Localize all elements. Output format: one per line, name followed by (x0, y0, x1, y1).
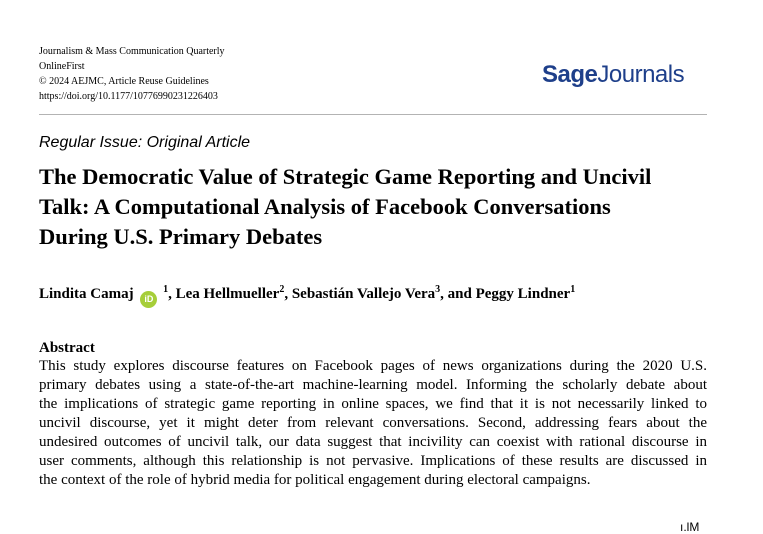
author-affiliation: 1 (163, 284, 169, 295)
title-line: During U.S. Primary Debates (39, 224, 323, 249)
author-separator: , and (440, 286, 476, 302)
author-separator: , (284, 286, 292, 302)
journal-metadata (39, 44, 225, 104)
orcid-icon[interactable]: iD (140, 291, 157, 308)
sage-journals-logo[interactable] (542, 60, 684, 90)
author-separator: , (168, 286, 176, 302)
author-name[interactable]: Sebastián Vallejo Vera (291, 286, 436, 302)
author-affiliation: 2 (279, 284, 285, 295)
brand-part-journals: Journals (597, 61, 685, 88)
abstract-line: the implications of strategic game reporting in online spaces, we find that it is not necessarily linked to (39, 396, 707, 412)
abstract-line: primary debates using a state-of-the-art machine-learning model. Informing the scholarly debate about (39, 377, 707, 393)
author-affiliation: 3 (435, 284, 441, 295)
copyright-notice: © 2024 AEJMC, Article Reuse Guidelines (39, 76, 209, 87)
journal-name: Journalism & Mass Communication Quarterly (39, 46, 225, 57)
title-line: The Democratic Value of Strategic Game Reporting and Uncivil (39, 164, 652, 189)
abstract-heading: Abstract (39, 340, 95, 356)
author-name[interactable]: Lea Hellmueller (175, 286, 280, 302)
journal-edition: OnlineFirst (39, 61, 85, 72)
header-divider (39, 114, 707, 115)
abstract-line: uncivil discourse, yet it might deter from relevant conversations. Second, addressing fears about the (39, 415, 707, 431)
abstract-line: the context of the role of hybrid media for political engagement during electoral campaigns. (39, 472, 591, 488)
brand-part-sage: Sage (542, 61, 598, 88)
footer-fragment: ı.lM (680, 520, 700, 534)
author-list (39, 284, 575, 308)
abstract-line: undesired outcomes of uncivil talk, our data suggest that incivility can coexist with rational discourse in (39, 434, 707, 450)
author-name[interactable]: Peggy Lindner (475, 286, 571, 302)
author-affiliation: 1 (570, 284, 576, 295)
doi-link[interactable]: https://doi.org/10.1177/10776990231226403 (39, 91, 218, 102)
title-line: Talk: A Computational Analysis of Facebook Conversations (39, 194, 611, 219)
article-type: Regular Issue: Original Article (39, 134, 251, 151)
abstract-line: This study explores discourse features on Facebook pages of news organizations during the 2020 U.S. (39, 358, 707, 374)
author-name[interactable]: Lindita Camaj (39, 286, 134, 302)
abstract-line: user comments, although this relationship is not pervasive. Implications of these results are discussed in (39, 453, 707, 469)
article-title (39, 162, 719, 252)
abstract-body (39, 357, 707, 490)
